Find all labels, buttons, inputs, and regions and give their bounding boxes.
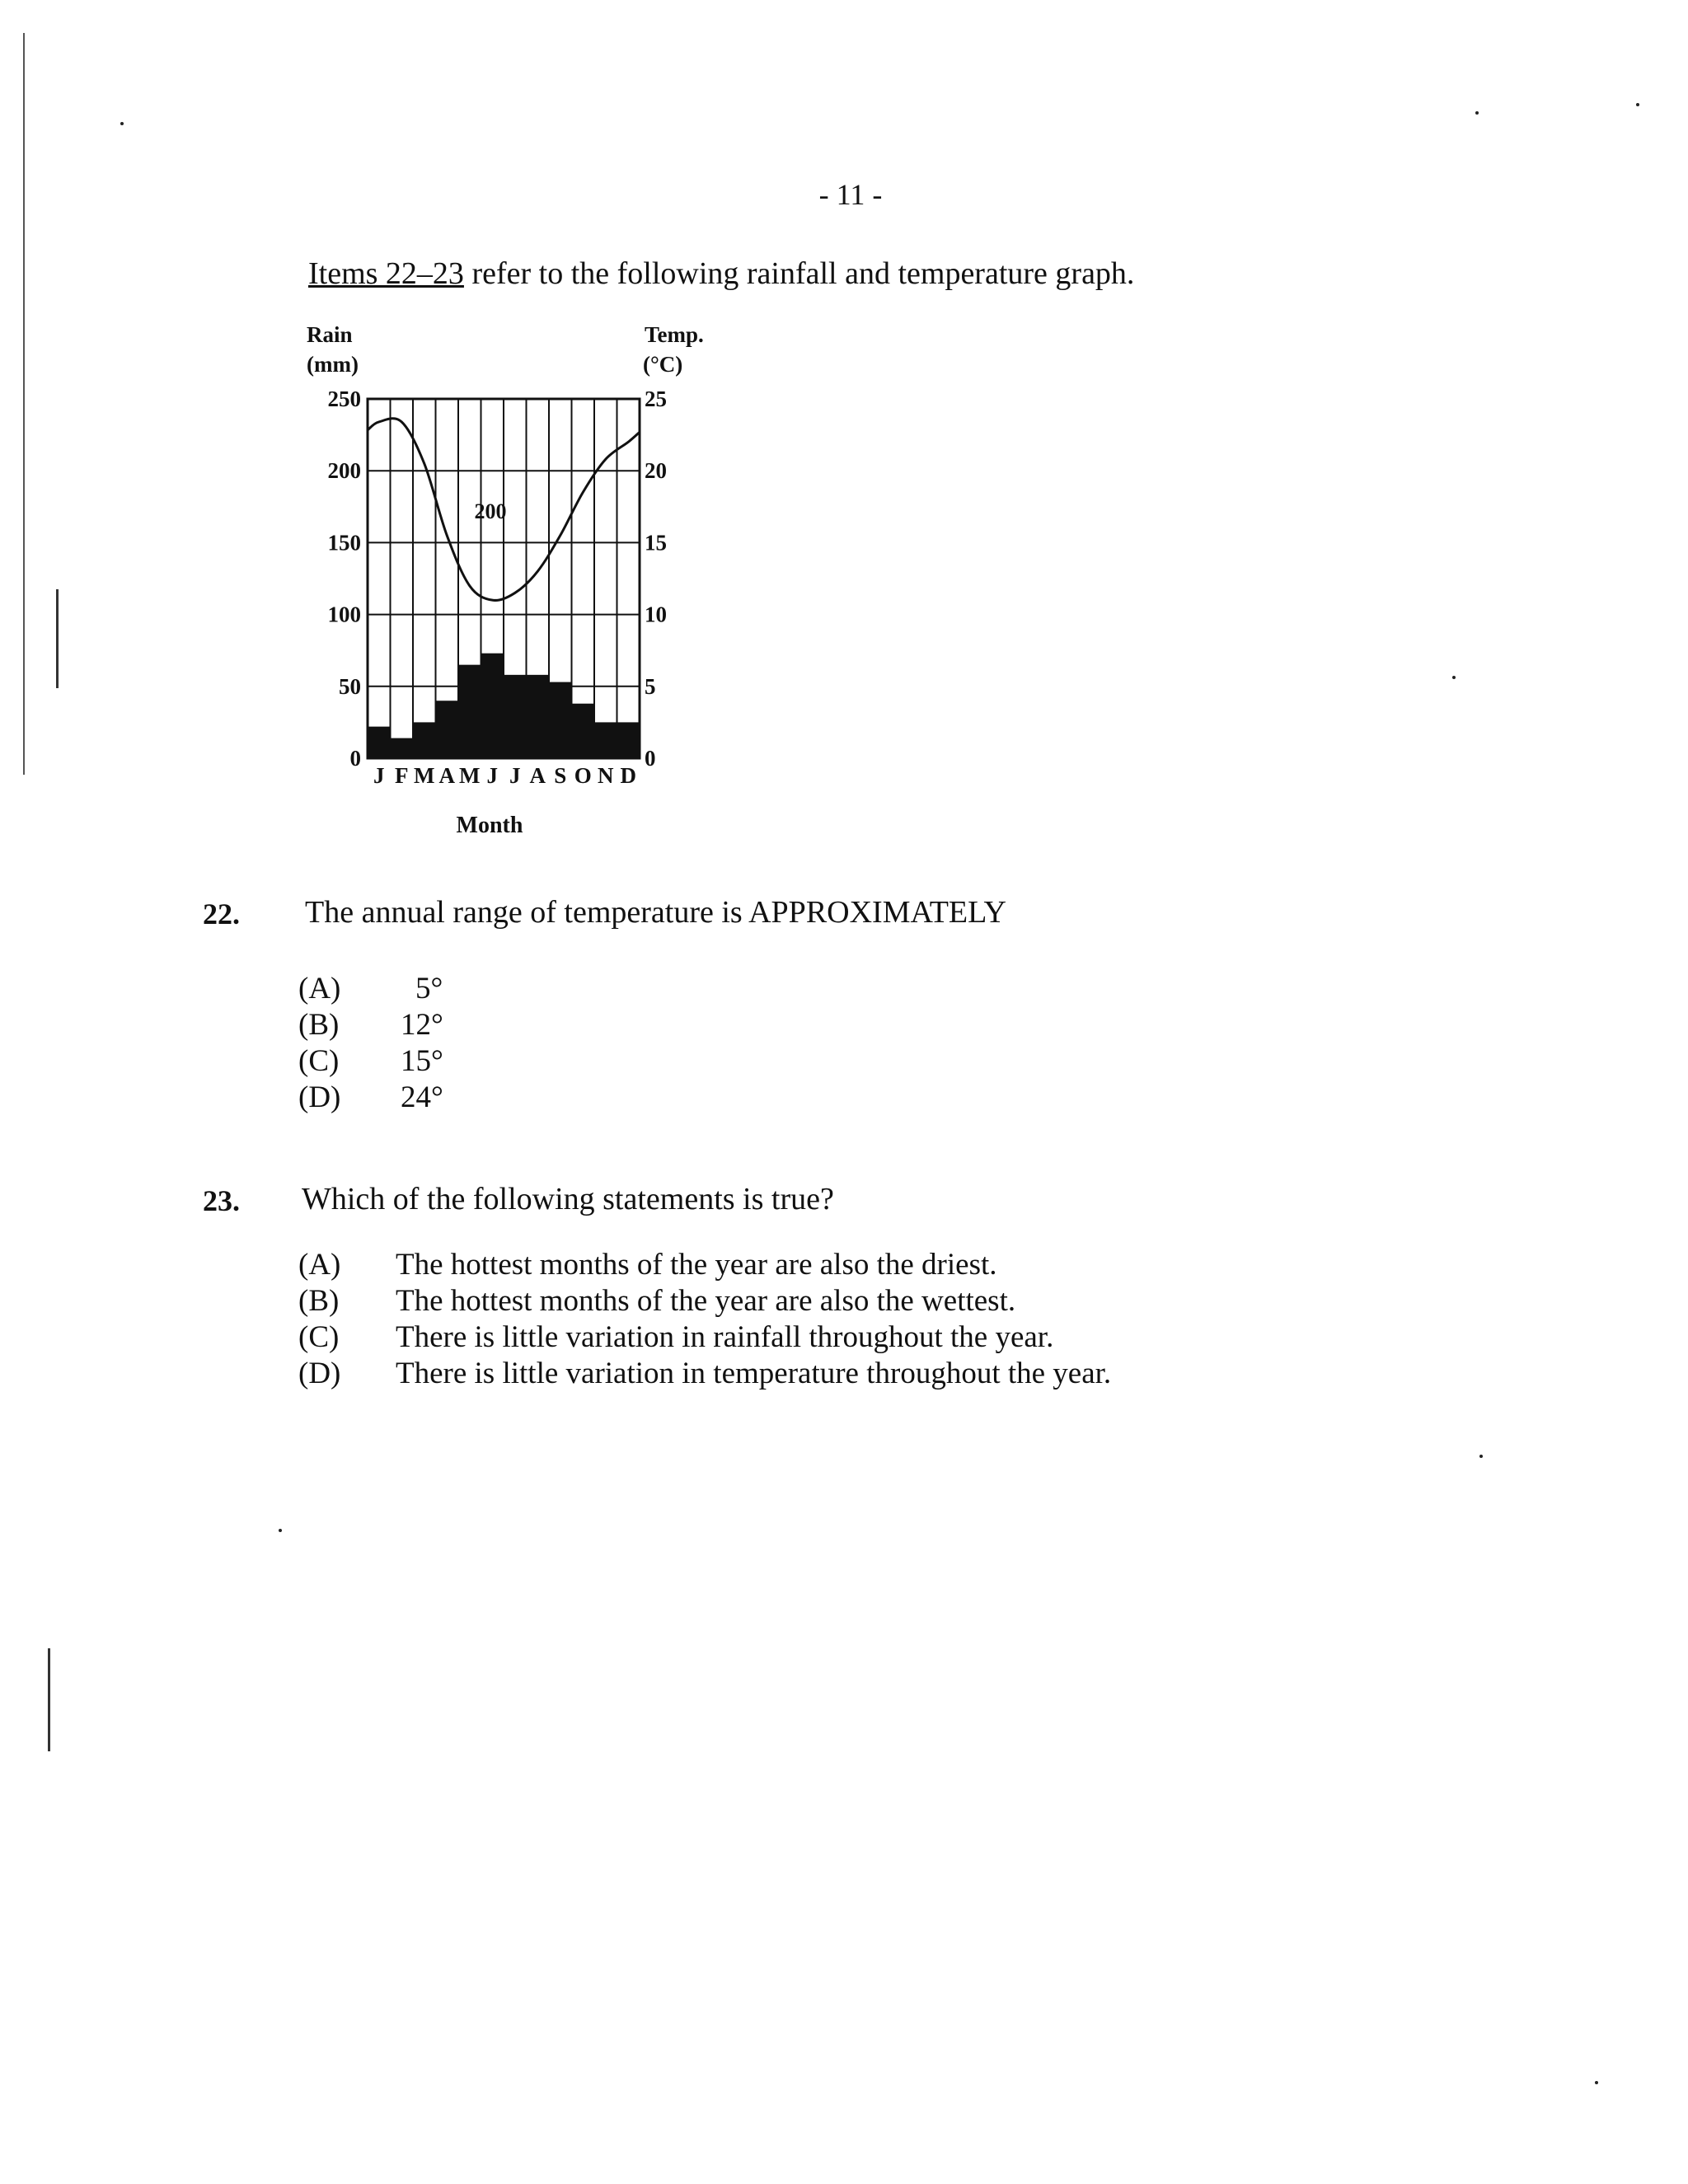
option-letter: (B) [298,1008,340,1042]
temp-tick-label: 25 [645,387,667,411]
option-23-b[interactable] [298,1283,1111,1319]
items-reference: Items 22–23 [308,256,464,291]
rainfall-bar-o [572,704,595,758]
month-label-a: A [438,763,455,788]
rain-tick-label: 50 [339,673,361,699]
option-letter: (A) [298,972,341,1005]
rain-axis-label-line2: (mm) [307,352,359,377]
option-letter: (B) [298,1284,340,1318]
rainfall-bar-a [436,701,459,758]
option-23-a[interactable] [298,1247,1111,1283]
rain-tick-label: 200 [327,458,361,484]
option-22-c[interactable] [298,1043,443,1080]
question-22-options [298,971,443,1116]
scan-speck [1595,2081,1598,2084]
month-label-a: A [529,763,546,788]
temp-tick-label: 0 [645,746,656,771]
option-letter: (A) [298,1248,341,1282]
scan-margin-mark [56,589,59,688]
rainfall-bar-j [368,727,391,758]
month-label-m: M [459,763,481,788]
month-label-j: J [509,763,521,788]
scan-speck [120,122,124,125]
option-23-c[interactable] [298,1319,1111,1356]
question-22-number: 22. [203,898,240,930]
temp-axis-label-line1: Temp. [645,322,704,347]
scan-speck [1479,1455,1483,1458]
temp-tick-label: 20 [645,458,667,484]
option-text: The hottest months of the year are also the wettest. [396,1284,1016,1318]
rain-tick-label: 250 [327,387,361,411]
scan-speck [279,1529,282,1532]
month-label-o: O [574,763,592,788]
page-number: - 11 - [818,178,883,211]
question-23-number: 23. [203,1184,240,1217]
rainfall-bars [368,654,640,758]
items-intro-text: refer to the following rainfall and temperature graph. [463,256,1135,291]
question-23-text: Which of the following statements is true? [302,1182,834,1216]
chart-annotation: 200 [474,499,507,523]
temp-tick-label: 15 [645,530,667,555]
rain-axis-label-line1: Rain [307,322,353,347]
option-22-a[interactable] [298,971,443,1007]
rain-tick-label: 0 [349,746,361,771]
month-label-d: D [620,763,636,788]
question-23-options [298,1247,1111,1392]
option-letter: (D) [298,1357,341,1390]
rainfall-bar-m [413,722,436,758]
month-label-f: F [395,763,409,788]
rainfall-bar-a [527,675,550,758]
month-label-s: S [554,763,567,788]
option-22-d[interactable] [298,1080,443,1116]
option-letter: (C) [298,1320,340,1354]
rain-tick-label: 150 [327,530,361,555]
question-22-text: The annual range of temperature is APPROXIMATELY [305,895,1006,930]
rainfall-bar-m [458,665,481,758]
month-label-j: J [486,763,498,788]
month-label-j: J [373,763,385,788]
scan-speck [1475,111,1479,115]
rainfall-bar-j [504,675,527,758]
scan-speck [1636,103,1639,106]
option-text: There is little variation in rainfall throughout the year. [396,1320,1054,1354]
option-23-d[interactable] [298,1356,1111,1392]
month-label-m: M [414,763,435,788]
rain-tick-label: 100 [327,602,361,627]
rainfall-bar-j [481,654,504,758]
x-axis-label: Month [456,813,523,838]
option-text: 5° [415,972,443,1005]
option-text: 12° [401,1008,443,1042]
temp-axis-label-line2: (°C) [643,352,683,377]
scan-edge-line [23,33,25,775]
items-intro [308,255,1134,292]
rainfall-bar-n [594,722,617,758]
option-text: The hottest months of the year are also the driest. [396,1248,997,1282]
rainfall-bar-f [391,738,414,758]
temp-tick-label: 5 [645,673,656,699]
temp-tick-label: 10 [645,602,667,627]
rainfall-bar-d [617,722,640,758]
scan-speck [1452,676,1456,679]
option-letter: (D) [298,1080,341,1114]
option-text: 15° [401,1044,443,1078]
month-label-n: N [598,763,614,788]
scan-margin-mark [48,1648,50,1751]
option-22-b[interactable] [298,1007,443,1043]
option-letter: (C) [298,1044,340,1078]
rainfall-bar-s [549,682,572,758]
option-text: There is little variation in temperature throughout the year. [396,1357,1112,1390]
option-text: 24° [401,1080,443,1114]
rainfall-temperature-chart [297,313,725,849]
